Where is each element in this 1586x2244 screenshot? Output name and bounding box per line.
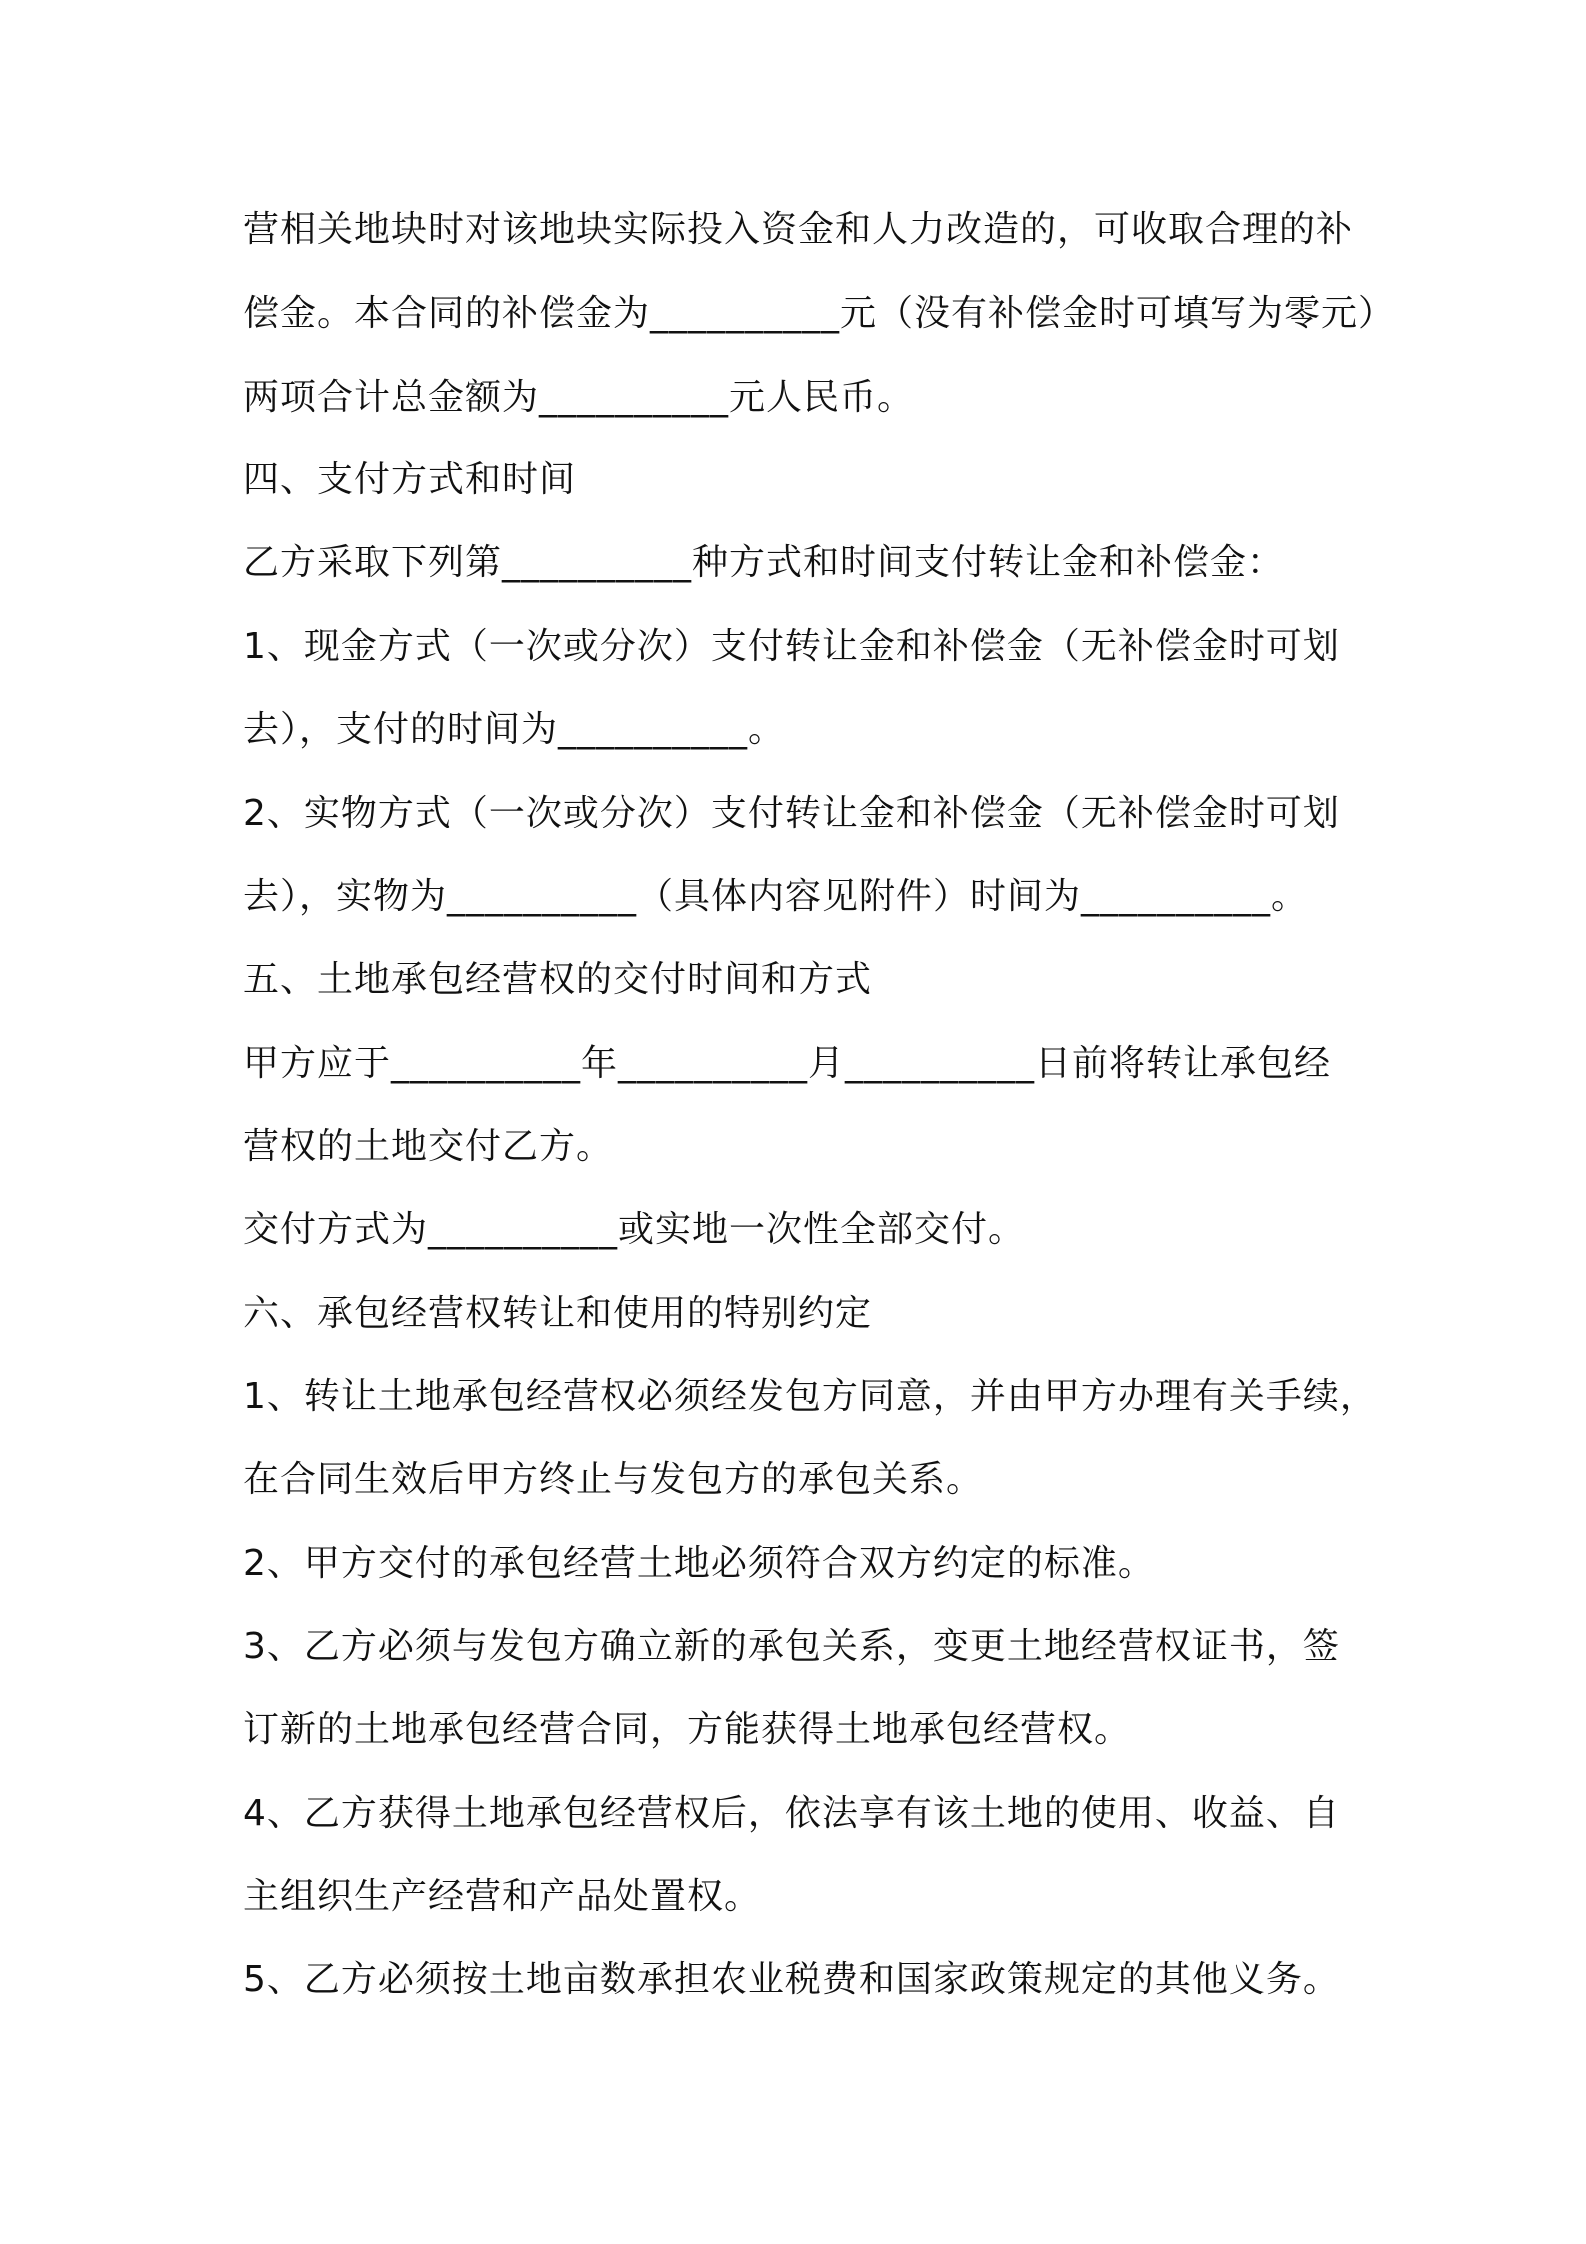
section-heading: 五、土地承包经营权的交付时间和方式: [243, 959, 873, 1000]
section-heading: 四、支付方式和时间: [243, 459, 577, 500]
paragraph-line: 订新的土地承包经营合同，方能获得土地承包经营权。: [243, 1709, 1132, 1750]
paragraph-line: 交付方式为__________或实地一次性全部交付。: [243, 1209, 1026, 1250]
list-item: 5、乙方必须按土地亩数承担农业税费和国家政策规定的其他义务。: [243, 1959, 1340, 2000]
list-item: 1、转让土地承包经营权必须经发包方同意，并由甲方办理有关手续，: [243, 1376, 1377, 1417]
paragraph-line: 在合同生效后甲方终止与发包方的承包关系。: [243, 1459, 984, 1500]
list-item: 4、乙方获得土地承包经营权后，依法享有该土地的使用、收益、自: [243, 1793, 1340, 1834]
list-item: 1、现金方式（一次或分次）支付转让金和补偿金（无补偿金时可划: [243, 626, 1340, 667]
paragraph-line: 偿金。本合同的补偿金为__________元（没有补偿金时可填写为零元）: [243, 293, 1396, 334]
section-heading: 六、承包经营权转让和使用的特别约定: [243, 1293, 873, 1334]
list-item: 2、实物方式（一次或分次）支付转让金和补偿金（无补偿金时可划: [243, 793, 1340, 834]
list-item: 2、甲方交付的承包经营土地必须符合双方约定的标准。: [243, 1543, 1155, 1584]
paragraph-line: 营权的土地交付乙方。: [243, 1126, 614, 1167]
paragraph-line: 去），支付的时间为__________。: [243, 709, 786, 750]
paragraph-line: 去），实物为__________（具体内容见附件）时间为__________。: [243, 876, 1309, 917]
paragraph-line: 营相关地块时对该地块实际投入资金和人力改造的，可收取合理的补: [243, 209, 1354, 250]
paragraph-line: 乙方采取下列第__________种方式和时间支付转让金和补偿金：: [243, 542, 1285, 583]
paragraph-line: 两项合计总金额为__________元人民币。: [243, 377, 915, 418]
paragraph-line: 主组织生产经营和产品处置权。: [243, 1876, 762, 1917]
list-item: 3、乙方必须与发包方确立新的承包关系，变更土地经营权证书，签: [243, 1626, 1340, 1667]
paragraph-line: 甲方应于__________年__________月__________日前将转让承包经: [243, 1043, 1332, 1084]
